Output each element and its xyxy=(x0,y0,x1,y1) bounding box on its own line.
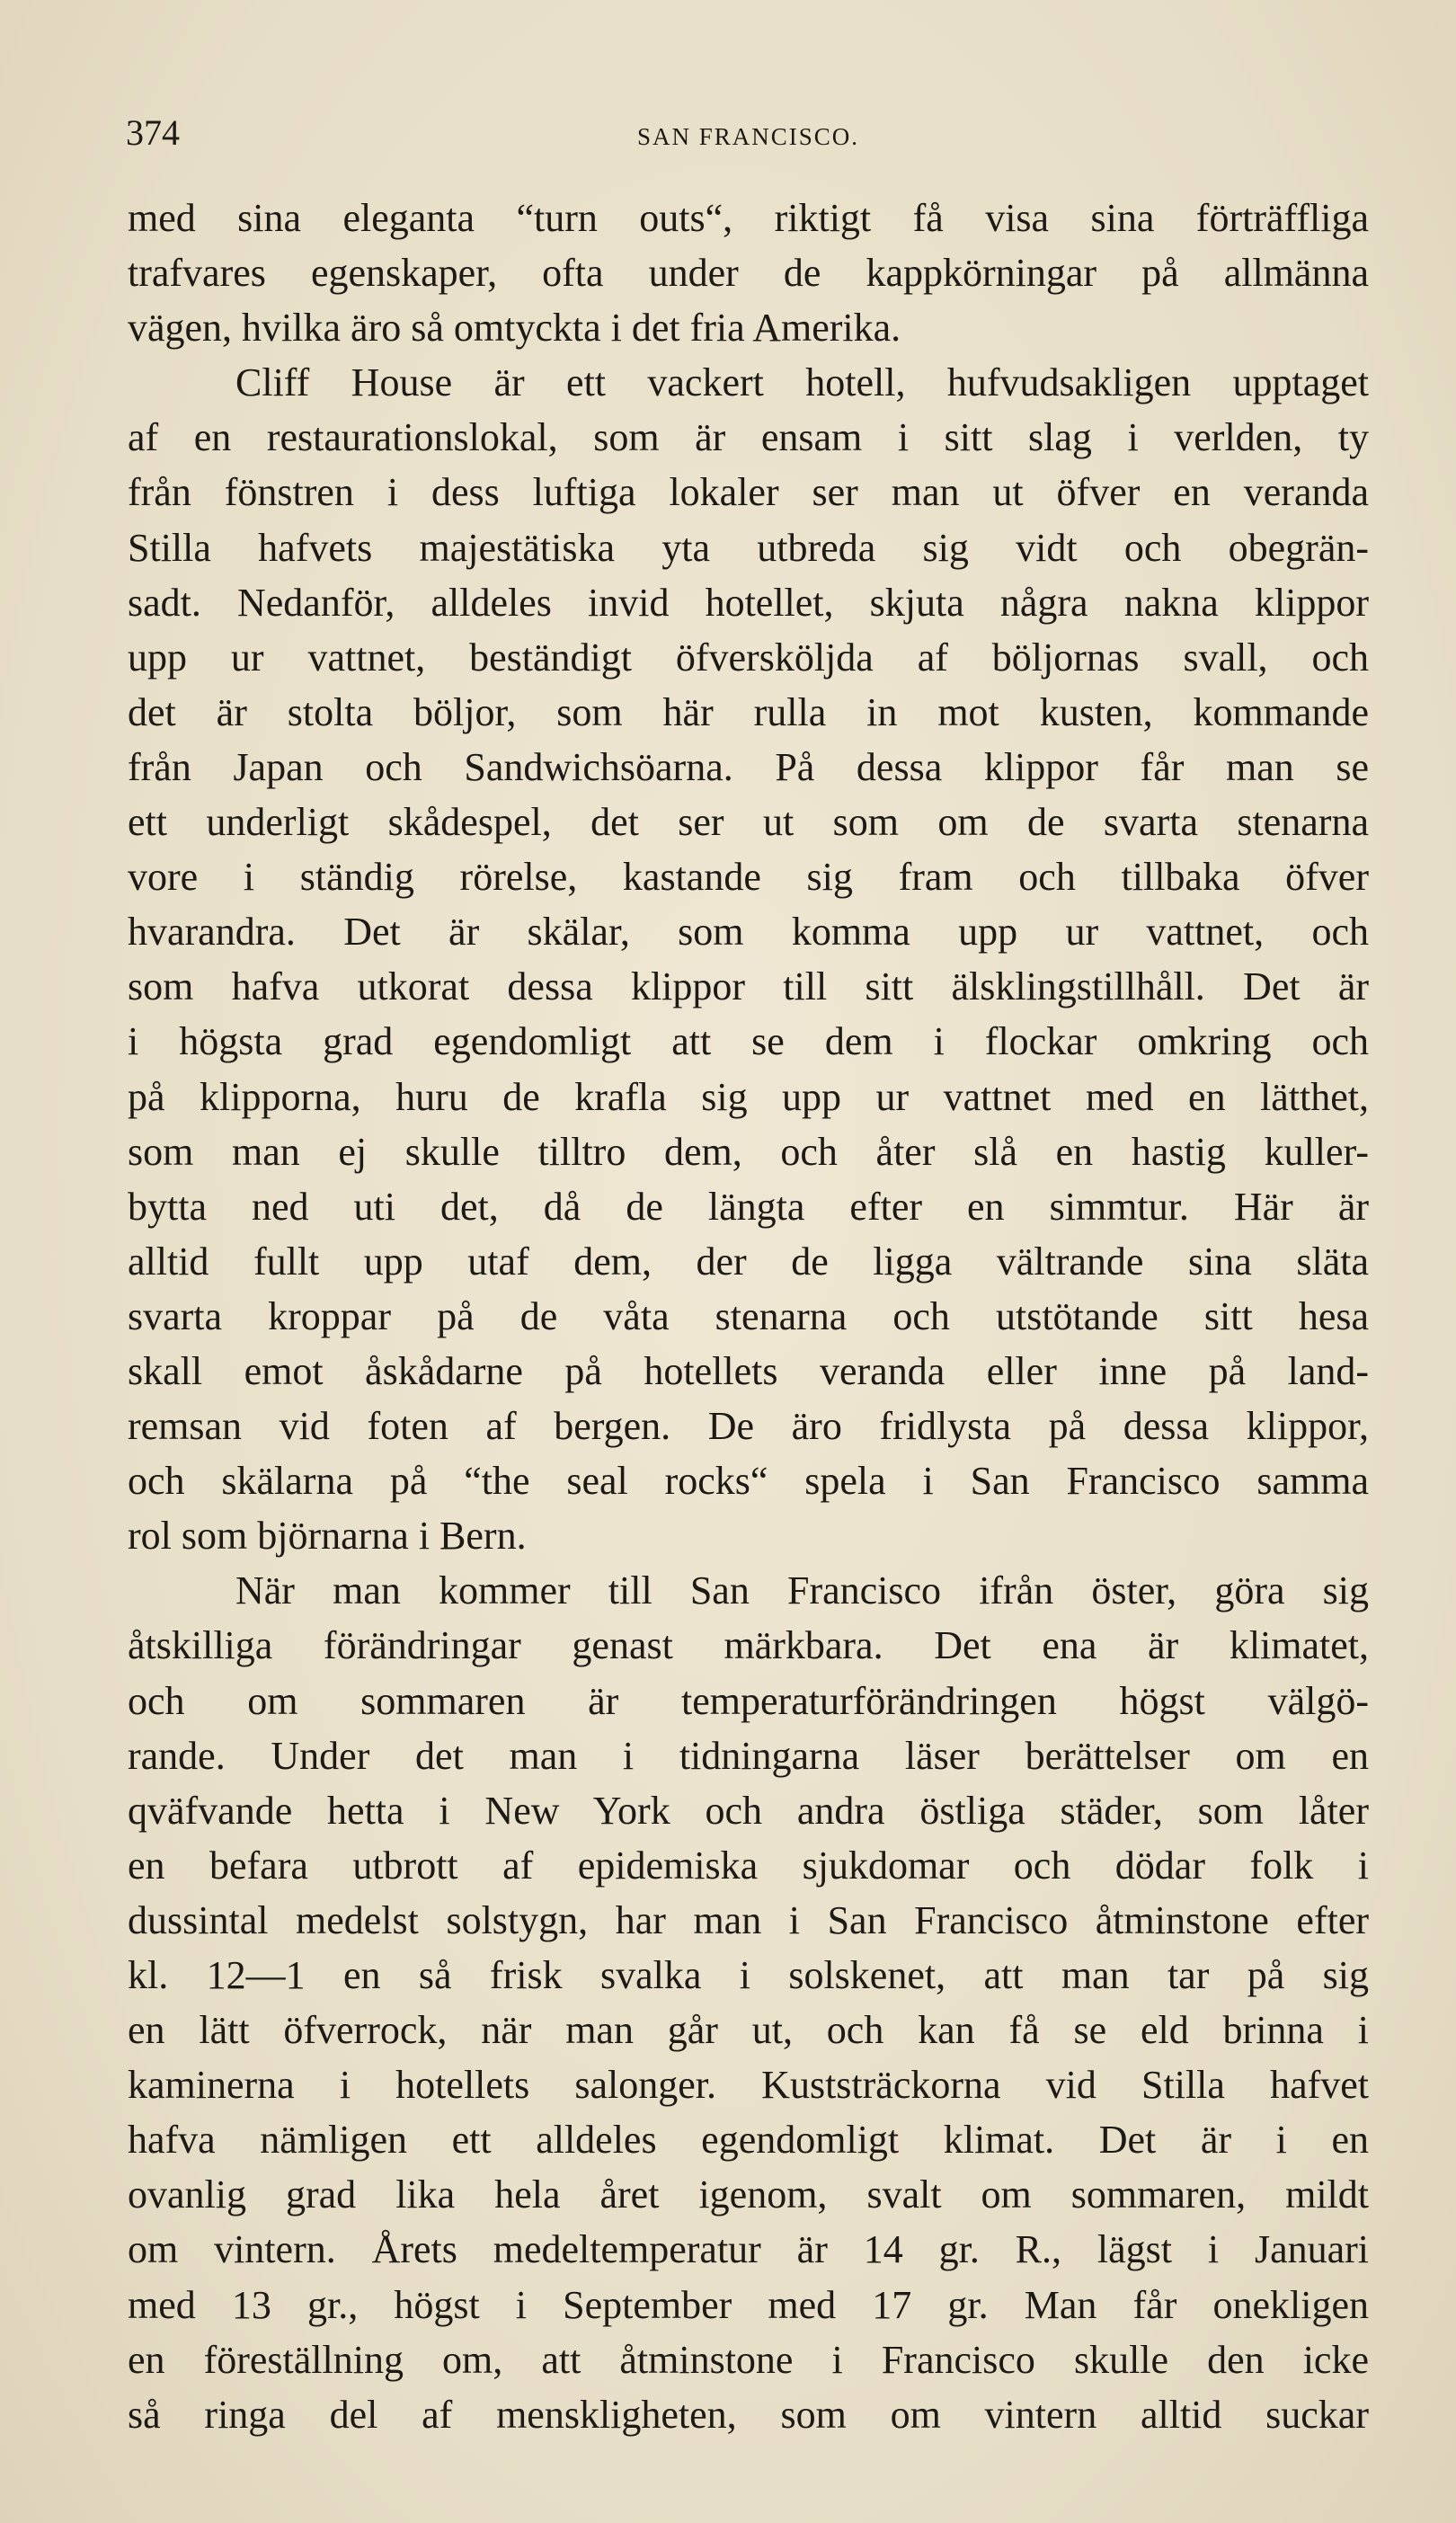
text-line: om vintern. Årets medeltemperatur är 14 gr. R., lägst i Januari xyxy=(128,2227,1369,2272)
text-line: Stilla hafvets majestätiska yta utbreda sig vidt och obegrän- xyxy=(128,525,1369,570)
text-line: med sina eleganta “turn outs“, riktigt få visa sina förträffliga xyxy=(128,196,1369,240)
text-line: så ringa del af menskligheten, som om vintern alltid suckar xyxy=(128,2392,1369,2437)
text-line: med 13 gr., högst i September med 17 gr. Man får onekligen xyxy=(128,2282,1369,2327)
text-line: qväfvande hetta i New York och andra östliga städer, som låter xyxy=(128,1788,1369,1833)
text-line: alltid fullt upp utaf dem, der de ligga vältrande sina släta xyxy=(128,1239,1369,1284)
text-line: på klipporna, huru de krafla sig upp ur vattnet med en lätthet, xyxy=(128,1074,1369,1119)
text-line: bytta ned uti det, då de längta efter en simmtur. Här är xyxy=(128,1184,1369,1229)
running-head: SAN FRANCISCO. xyxy=(636,123,860,150)
text-line: dussintal medelst solstygn, har man i San Francisco åtminstone efter xyxy=(128,1897,1369,1942)
text-line: och om sommaren är temperaturförändringen högst välgö- xyxy=(128,1678,1369,1723)
text-line: åtskilliga förändringar genast märkbara. Det ena är klimatet, xyxy=(128,1623,1369,1668)
text-line: svarta kroppar på de våta stenarna och utstötande sitt hesa xyxy=(128,1293,1369,1338)
text-line: sadt. Nedanför, alldeles invid hotellet, skjuta några nakna klippor xyxy=(128,580,1369,625)
text-line: hvarandra. Det är skälar, som komma upp ur vattnet, och xyxy=(128,910,1369,955)
text-line: rande. Under det man i tidningarna läser berättelser om en xyxy=(128,1733,1369,1778)
text-line: kl. 12—1 en så frisk svalka i solskenet, att man tar på sig xyxy=(128,1953,1369,1997)
text-line: som man ej skulle tilltro dem, och åter slå en hastig kuller- xyxy=(128,1129,1369,1174)
text-line: i högsta grad egendomligt att se dem i flockar omkring och xyxy=(128,1019,1369,1064)
text-line: från fönstren i dess luftiga lokaler ser man ut öfver en veranda xyxy=(128,470,1369,515)
text-line: ovanlig grad lika hela året igenom, svalt om sommaren, mildt xyxy=(128,2172,1369,2217)
text-line: en lätt öfverrock, när man går ut, och kan få se eld brinna i xyxy=(128,2008,1369,2053)
text-line: remsan vid foten af bergen. De äro fridlysta på dessa klippor, xyxy=(128,1404,1369,1449)
page-number: 374 xyxy=(126,112,180,153)
page-header xyxy=(126,106,1371,160)
text-line: När man kommer till San Francisco ifrån öster, göra sig xyxy=(235,1568,1369,1613)
text-line: skall emot åskådarne på hotellets veranda eller inne på land- xyxy=(128,1348,1369,1393)
text-line: hafva nämligen ett alldeles egendomligt klimat. Det är i en xyxy=(128,2118,1369,2163)
body-text xyxy=(128,191,1369,2442)
text-line: som hafva utkorat dessa klippor till sitt älsklingstillhåll. Det är xyxy=(128,964,1369,1009)
text-line: af en restaurationslokal, som är ensam i sitt slag i verlden, ty xyxy=(128,415,1369,460)
text-line: kaminerna i hotellets salonger. Kuststräckorna vid Stilla hafvet xyxy=(128,2063,1369,2108)
text-line: trafvares egenskaper, ofta under de kappkörningar på allmänna xyxy=(128,251,1369,296)
text-line: rol som björnarna i Bern. xyxy=(128,1514,527,1559)
text-line: ett underligt skådespel, det ser ut som om de svarta stenarna xyxy=(128,800,1369,845)
text-line: en befara utbrott af epidemiska sjukdomar och dödar folk i xyxy=(128,1843,1369,1888)
text-line: Cliff House är ett vackert hotell, hufvudsakligen upptaget xyxy=(235,360,1369,405)
text-line: från Japan och Sandwichsöarna. På dessa klippor får man se xyxy=(128,744,1369,789)
text-line: det är stolta böljor, som här rulla in mot kusten, kommande xyxy=(128,689,1369,734)
text-line: vore i ständig rörelse, kastande sig fram och tillbaka öfver xyxy=(128,855,1369,900)
text-line: en föreställning om, att åtminstone i Francisco skulle den icke xyxy=(128,2337,1369,2382)
text-line: vägen, hvilka äro så omtyckta i det fria Amerika. xyxy=(128,306,901,351)
text-line: och skälarna på “the seal rocks“ spela i San Francisco samma xyxy=(128,1459,1369,1504)
text-line: upp ur vattnet, beständigt öfversköljda af böljornas svall, och xyxy=(128,635,1369,680)
